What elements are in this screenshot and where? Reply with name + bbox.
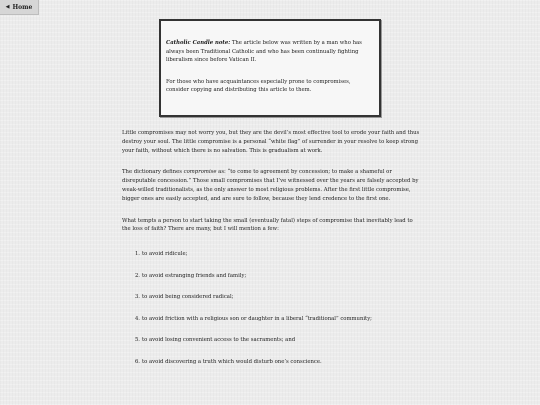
article-paragraph-2 [122,168,420,203]
article-body [122,129,420,379]
list-text: to avoid losing convenient access to the sacraments; and [142,337,296,344]
list-text: to avoid ridicule; [142,251,188,258]
list-item [122,336,420,358]
term-compromise: compromise [183,169,217,176]
home-button[interactable] [0,0,39,15]
editor-note-paragraph [166,39,374,65]
triangle-left-icon: ◀ [5,4,10,10]
home-label: Home [12,3,33,11]
editor-note-label: Catholic Candle note: [166,40,231,46]
list-item [122,358,420,380]
list-text: to avoid estranging friends and family; [142,272,247,279]
temptation-list [122,250,420,379]
list-text: to avoid friction with a religious son or daughter in a liberal “traditional” community; [142,315,372,322]
list-number: 3. [134,294,140,301]
list-number: 6. [134,358,140,365]
article-paragraph-1: Little compromises may not worry you, but they are the devil’s most effective tool to erode your faith and thus destroy your soul. The little compromise is a personal “white flag” of surrender in your resolve to keep strong your faith, without which there is no salvation. This is gradualism at work. [122,130,420,154]
list-number: 2. [134,272,140,279]
editor-note-distribution: For those who have acquaintances especially prone to compromises, consider copying and distributing this article to them. [166,78,351,93]
list-item [122,293,420,315]
editor-note-box [159,19,381,117]
list-number: 4. [134,315,140,322]
editor-note-text: The article below was written by a man who has always been Traditional Catholic and who has been continually fighting liberalism since before Vatican II. [166,40,362,63]
paragraph-2-intro: The dictionary defines [122,169,184,176]
list-number: 1. [134,251,140,258]
list-text: to avoid discovering a truth which would disturb one’s conscience. [142,358,322,365]
paragraph-2-definition: as: “to come to agreement by concession; to make a shameful or disreputable concession.” Those small compromises that I’ve witnessed over the years are falsely accepted by weak-willed traditionalists, as the only answer to most religious problems. After the first little compromise, bigger ones are easily accepted, and are sure to follow, because they lend credence to the first one. [122,169,419,202]
list-text: to avoid being considered radical; [142,294,234,301]
list-item [122,250,420,272]
list-item [122,272,420,294]
list-item [122,315,420,337]
article-paragraph-3: What tempts a person to start taking the small (eventually fatal) steps of compromise that inevitably lead to the loss of faith? There are many, but I will mention a few: [122,217,413,233]
list-number: 5. [134,337,140,344]
